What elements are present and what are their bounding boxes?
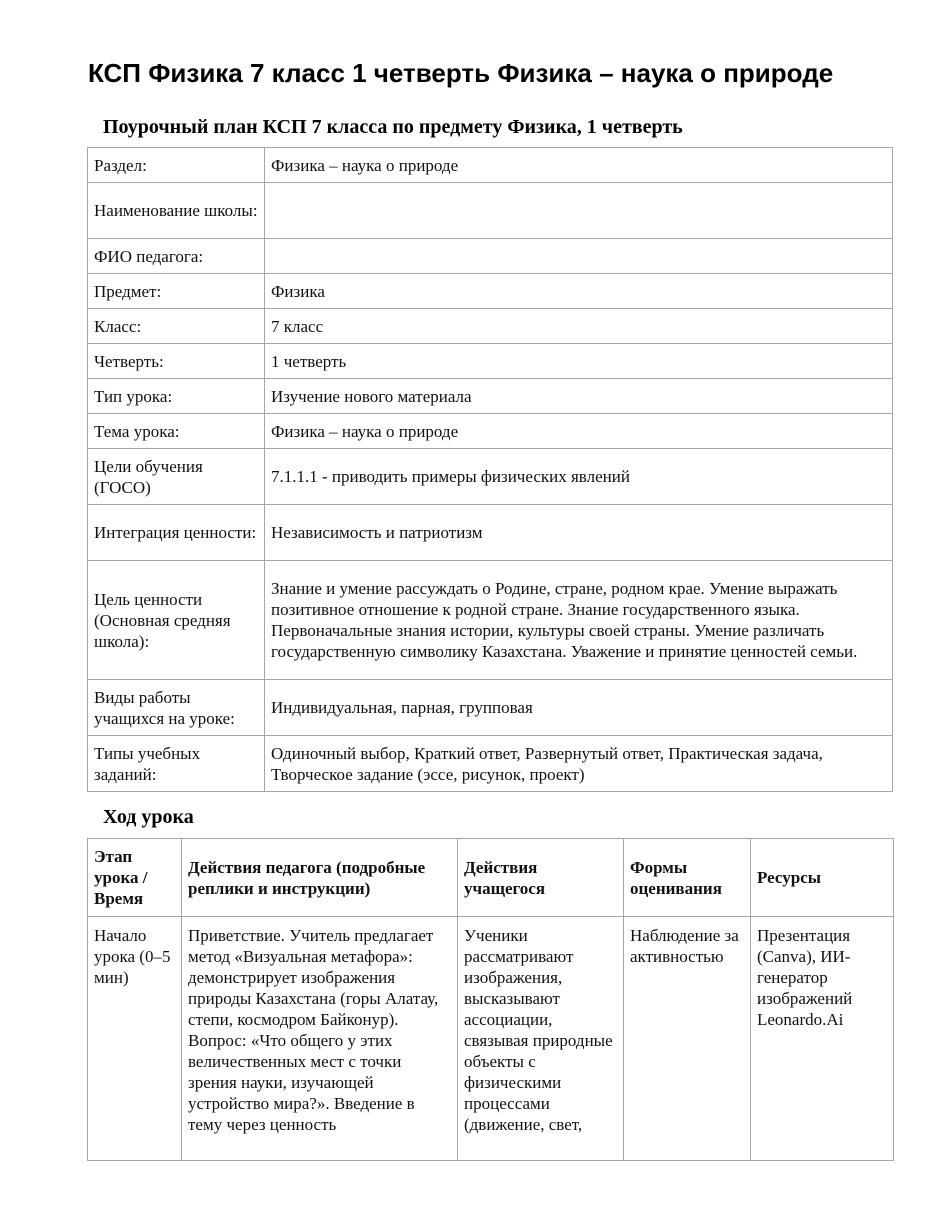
column-header-assessment: Формы оценивания (624, 839, 751, 917)
info-key: Виды работы учащихся на уроке: (88, 680, 265, 736)
table-row (88, 736, 893, 792)
column-header-teacher-actions: Действия педагога (подробные реплики и инструкции) (182, 839, 458, 917)
stage-cell: Начало урока (0–5 мин) (88, 917, 182, 1161)
table-row (88, 183, 893, 239)
info-key: Цель ценности (Основная средняя школа): (88, 561, 265, 680)
info-value: Независимость и патриотизм (265, 505, 893, 561)
info-key: Тип урока: (88, 379, 265, 414)
info-value: 1 четверть (265, 344, 893, 379)
info-value: Одиночный выбор, Краткий ответ, Развернутый ответ, Практическая задача, Творческое задание (эссе, рисунок, проект) (265, 736, 893, 792)
info-key: Цели обучения (ГОСО) (88, 449, 265, 505)
info-key: Наименование школы: (88, 183, 265, 239)
assessment-cell: Наблюдение за активностью (624, 917, 751, 1161)
table-row (88, 414, 893, 449)
info-value: Физика – наука о природе (265, 148, 893, 183)
info-value: Индивидуальная, парная, групповая (265, 680, 893, 736)
table-row (88, 148, 893, 183)
column-header-resources: Ресурсы (751, 839, 894, 917)
table-row (88, 379, 893, 414)
info-value (265, 183, 893, 239)
info-key: Предмет: (88, 274, 265, 309)
lesson-course-table (87, 838, 894, 1161)
info-key: Типы учебных заданий: (88, 736, 265, 792)
info-key: Раздел: (88, 148, 265, 183)
column-header-student-actions: Действия учащегося (458, 839, 624, 917)
info-value: 7.1.1.1 - приводить примеры физических явлений (265, 449, 893, 505)
resources-cell: Презентация (Canva), ИИ-генератор изображений Leonardo.Ai (751, 917, 894, 1161)
plan-heading: Поурочный план КСП 7 класса по предмету Физика, 1 четверть (103, 116, 683, 138)
table-row (88, 239, 893, 274)
table-row (88, 449, 893, 505)
table-row (88, 561, 893, 680)
table-row (88, 680, 893, 736)
table-row (88, 505, 893, 561)
lesson-course-heading: Ход урока (103, 806, 194, 828)
info-key: Четверть: (88, 344, 265, 379)
document-title: КСП Физика 7 класс 1 четверть Физика – наука о природе (88, 58, 834, 88)
student-actions-cell: Ученики рассматривают изображения, высказывают ассоциации, связывая природные объекты с физическими процессами (движение, свет, (458, 917, 624, 1161)
column-header-stage: Этап урока / Время (88, 839, 182, 917)
teacher-actions-cell: Приветствие. Учитель предлагает метод «Визуальная метафора»: демонстрирует изображения природы Казахстана (горы Алатау, степи, космодром Байконур). Вопрос: «Что общего у этих величественных мест с точки зрения науки, изучающей устройство мира?». Введение в тему через ценность (182, 917, 458, 1161)
table-row (88, 309, 893, 344)
info-key: Класс: (88, 309, 265, 344)
info-key: ФИО педагога: (88, 239, 265, 274)
table-row (88, 344, 893, 379)
info-value: Изучение нового материала (265, 379, 893, 414)
info-key: Тема урока: (88, 414, 265, 449)
table-row (88, 917, 894, 1161)
info-value: Знание и умение рассуждать о Родине, стране, родном крае. Умение выражать позитивное отношение к родной стране. Знание государственного языка. Первоначальные знания истории, культуры своей страны. Умение различать государственную символику Казахстана. Уважение и принятие ценностей семьи. (265, 561, 893, 680)
table-header-row (88, 839, 894, 917)
info-value (265, 239, 893, 274)
info-key: Интеграция ценности: (88, 505, 265, 561)
info-value: 7 класс (265, 309, 893, 344)
info-value: Физика – наука о природе (265, 414, 893, 449)
table-row (88, 274, 893, 309)
info-value: Физика (265, 274, 893, 309)
lesson-info-table (87, 147, 893, 792)
